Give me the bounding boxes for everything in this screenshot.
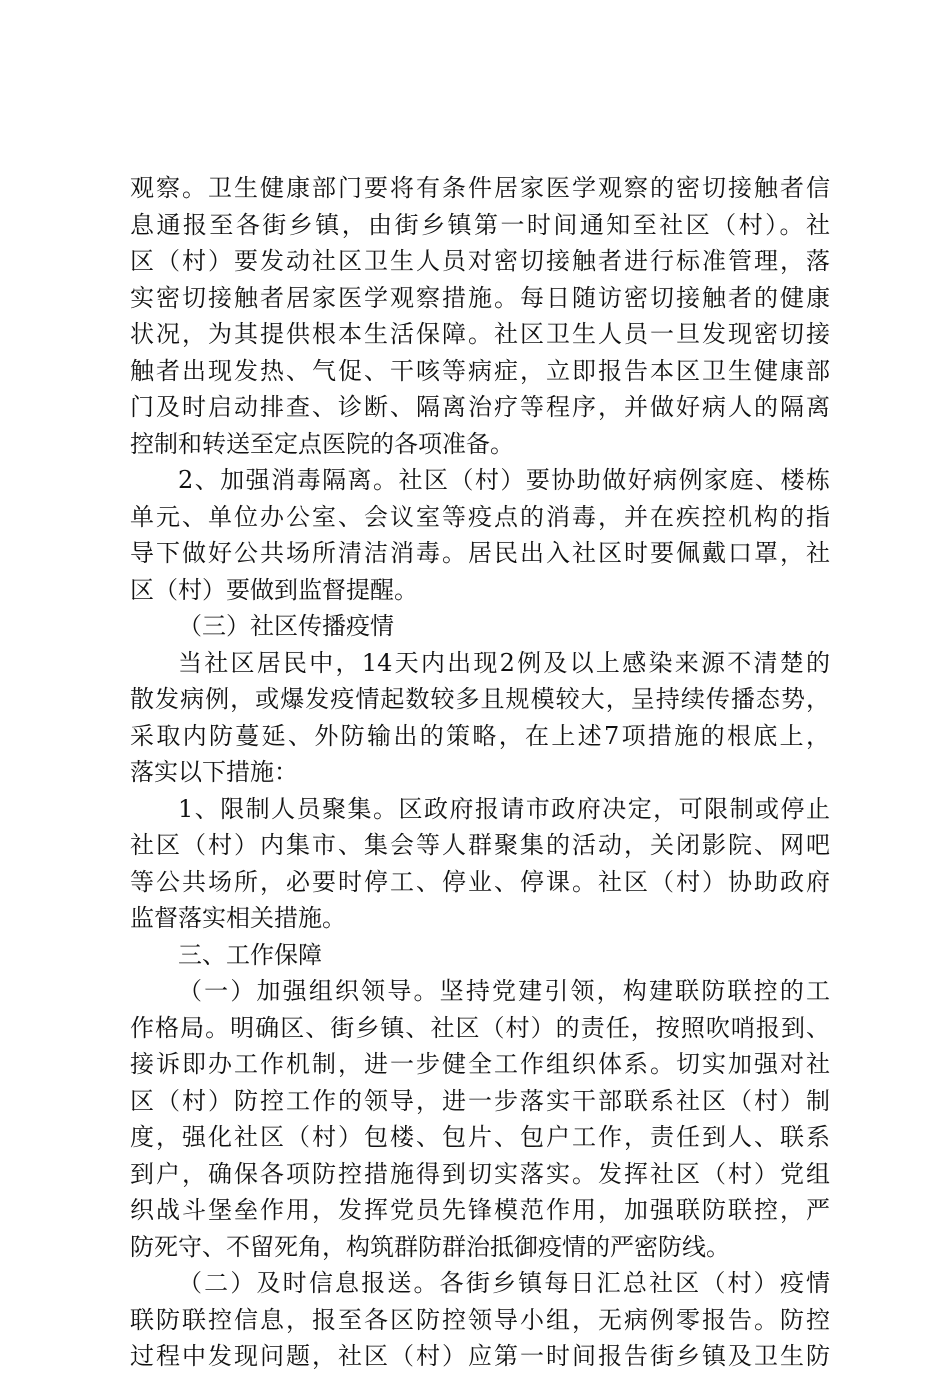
text-line: 度，强化社区（村）包楼、包片、包户工作，责任到人、联系 <box>130 1123 830 1151</box>
text-line: 接诉即办工作机制，进一步健全工作组织体系。切实加强对社 <box>130 1050 830 1078</box>
text-line: 过程中发现问题，社区（村）应第一时间报告街乡镇及卫生防 <box>130 1342 830 1370</box>
section-heading: （三）社区传播疫情 <box>178 612 394 640</box>
text-line: 散发病例，或爆发疫情起数较多且规模较大，呈持续传播态势， <box>130 685 830 713</box>
text-line: 织战斗堡垒作用，发挥党员先锋模范作用，加强联防联控，严 <box>130 1196 830 1224</box>
text-line: 落实以下措施： <box>130 758 298 786</box>
text-line: 导下做好公共场所清洁消毒。居民出入社区时要佩戴口罩，社 <box>130 539 830 567</box>
paragraph-heading-line: 2、加强消毒隔离。社区（村）要协助做好病例家庭、楼栋 <box>178 466 830 494</box>
text-line: 采取内防蔓延、外防输出的策略，在上述7项措施的根底上， <box>130 721 830 750</box>
text-line: 区（村）防控工作的领导，进一步落实干部联系社区（村）制 <box>130 1086 830 1115</box>
text-line: 监督落实相关措施。 <box>130 904 346 932</box>
document-body <box>130 170 830 1375</box>
paragraph-heading-line: 当社区居民中，14天内出现2例及以上感染来源不清楚的 <box>178 648 830 677</box>
paragraph-heading-line: 1、限制人员聚集。区政府报请市政府决定，可限制或停止 <box>178 794 830 823</box>
text-line: 到户，确保各项防控措施得到切实落实。发挥社区（村）党组 <box>130 1159 830 1188</box>
text-line: 等公共场所，必要时停工、停业、停课。社区（村）协助政府 <box>130 867 830 896</box>
text-line: 息通报至各街乡镇，由街乡镇第一时间通知至社区（村）。社 <box>130 210 830 239</box>
text-line: 防死守、不留死角，构筑群防群治抵御疫情的严密防线。 <box>130 1232 730 1261</box>
text-line: 区（村）要做到监督提醒。 <box>130 575 418 604</box>
text-line: 区（村）要发动社区卫生人员对密切接触者进行标准管理，落 <box>130 247 830 275</box>
paragraph-heading-line: （一）加强组织领导。坚持党建引领，构建联防联控的工 <box>178 977 830 1005</box>
text-line: 联防联控信息，报至各区防控领导小组，无病例零报告。防控 <box>130 1305 830 1334</box>
text-line: 触者出现发热、气促、干咳等病症，立即报告本区卫生健康部 <box>130 356 830 385</box>
text-line: 门及时启动排查、诊断、隔离治疗等程序，并做好病人的隔离 <box>130 393 830 421</box>
text-line: 实密切接触者居家医学观察措施。每日随访密切接触者的健康 <box>130 283 830 312</box>
text-line: 社区（村）内集市、集会等人群聚集的活动，关闭影院、网吧 <box>130 831 830 859</box>
text-line: 作格局。明确区、街乡镇、社区（村）的责任，按照吹哨报到、 <box>130 1013 830 1042</box>
chapter-heading: 三、工作保障 <box>178 940 322 969</box>
text-line: 单元、单位办公室、会议室等疫点的消毒，并在疾控机构的指 <box>130 502 830 531</box>
text-line: 观察。卫生健康部门要将有条件居家医学观察的密切接触者信 <box>130 174 830 202</box>
paragraph-heading-line: （二）及时信息报送。各街乡镇每日汇总社区（村）疫情 <box>178 1269 830 1297</box>
text-line: 控制和转送至定点医院的各项准备。 <box>130 429 514 458</box>
text-line: 状况，为其提供根本生活保障。社区卫生人员一旦发现密切接 <box>130 320 830 348</box>
